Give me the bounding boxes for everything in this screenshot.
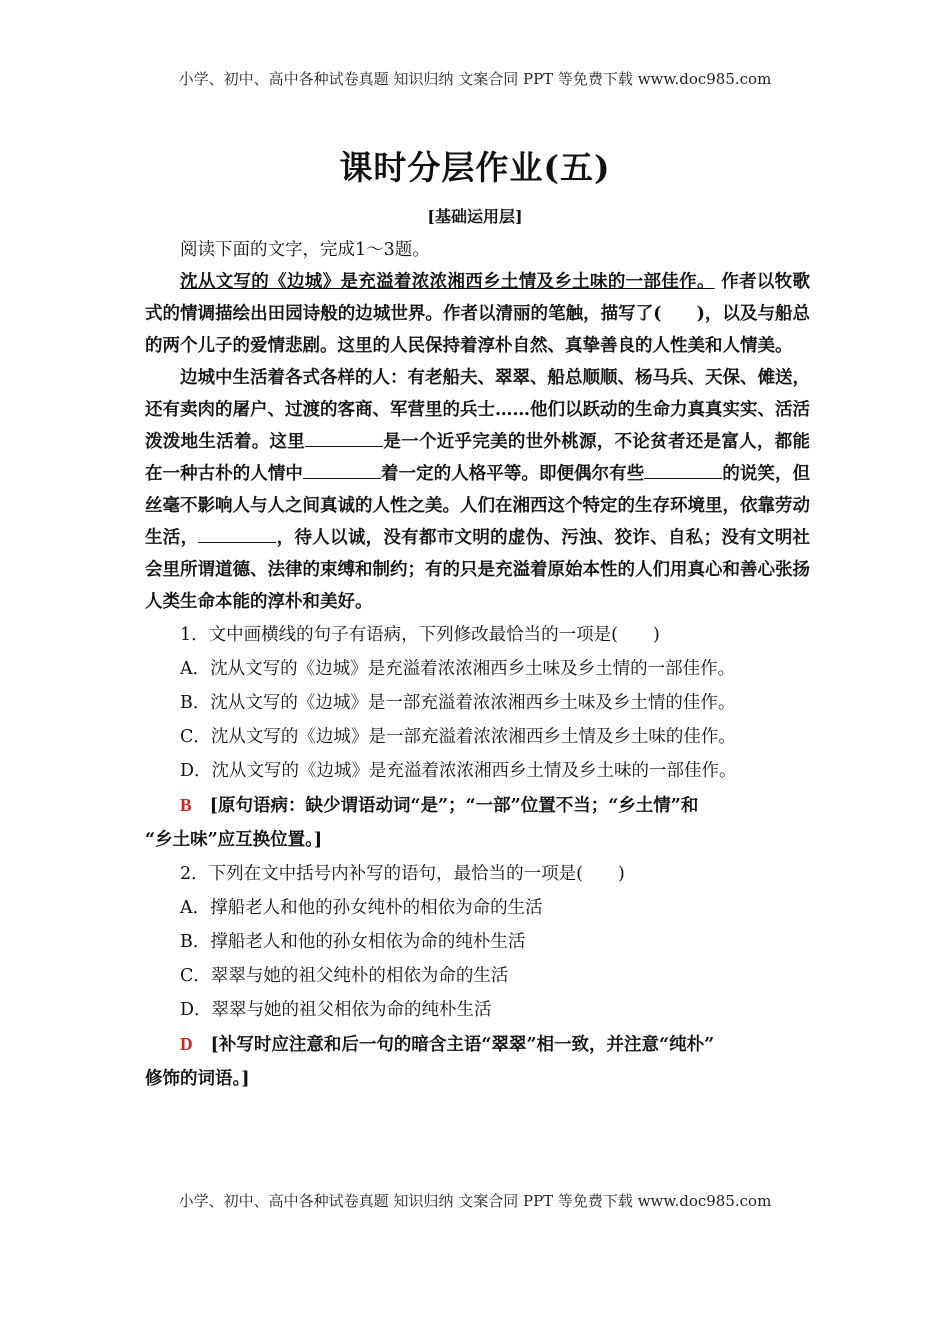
passage-text: 着一定的人格平等。即便偶尔有些 bbox=[380, 464, 645, 484]
passage-paragraph-2 bbox=[145, 362, 810, 618]
passage-text: 作者以牧歌式的情调描绘出田园诗般的边城世界。作者以清丽的笔触，描写了( )，以及与船总的两个儿子的爱情悲剧。这里的人民保持着淳朴自然、真挚善良的人性美和人情美。 bbox=[145, 272, 811, 356]
section-label: [基础运用层] bbox=[427, 207, 523, 226]
passage-text: 边城中生活着各式各样的人：有老船夫、翠翠、船总顺顺、杨马兵、天保、傩送，还有卖肉的屠户、过渡的客商、军营里的兵士……他们以跃动的生命力真真实实、活活泼泼地生活着。这里 bbox=[145, 368, 810, 452]
answer-explanation: [原句语病：缺少谓语动词“是”；“一部”位置不当；“乡土情”和 bbox=[209, 796, 699, 816]
document-body bbox=[145, 234, 810, 1096]
question-1-stem: 1．文中画横线的句子有语病，下列修改最恰当的一项是( ) bbox=[180, 625, 660, 645]
question-1-option-d: D．沈从文写的《边城》是充溢着浓浓湘西乡土情及乡土味的一部佳作。 bbox=[180, 761, 737, 781]
answer-explanation: [补写时应注意和后一句的暗含主语“翠翠”相一致，并注意“纯朴” bbox=[210, 1035, 715, 1055]
passage-text: 的说笑，但丝毫不影响人与人之间真诚的人性之美。人们在湘西这个特定的生存环境里，依靠劳动生活， bbox=[145, 464, 811, 548]
question-2-stem: 2．下列在文中括号内补写的语句，最恰当的一项是( ) bbox=[180, 864, 625, 884]
passage-paragraph-1 bbox=[145, 266, 810, 362]
underlined-sentence: 沈从文写的《边城》是充溢着浓浓湘西乡土情及乡土味的一部佳作。 bbox=[180, 272, 715, 292]
question-1-answer bbox=[145, 788, 810, 823]
answer-letter: B bbox=[180, 795, 192, 815]
question-2-option-c: C．翠翠与她的祖父纯朴的相依为命的生活 bbox=[180, 966, 509, 986]
question-1-option-c: C．沈从文写的《边城》是一部充溢着浓浓湘西乡土情及乡土味的佳作。 bbox=[180, 727, 736, 747]
fill-blank bbox=[305, 426, 383, 447]
passage-text: 是一个近乎完美的世外桃源，不论贫者还是富人，都能在一种古朴的人情中 bbox=[145, 432, 811, 484]
question-2-answer bbox=[145, 1027, 810, 1062]
page-header: 小学、初中、高中各种试卷真题 知识归纳 文案合同 PPT 等免费下载 www.doc985.com bbox=[178, 70, 772, 88]
fill-blank bbox=[303, 458, 381, 479]
question-1-option-b: B．沈从文写的《边城》是一部充溢着浓浓湘西乡土味及乡土情的佳作。 bbox=[180, 693, 736, 713]
answer-explanation-continued: 修饰的词语。] bbox=[145, 1069, 250, 1089]
answer-explanation-continued: “乡土味”应互换位置。] bbox=[145, 830, 323, 850]
fill-blank bbox=[198, 522, 276, 543]
fill-blank bbox=[644, 458, 722, 479]
question-2-option-d: D．翠翠与她的祖父相依为命的纯朴生活 bbox=[180, 1000, 492, 1020]
page-title: 课时分层作业(五) bbox=[339, 148, 611, 187]
page-footer: 小学、初中、高中各种试卷真题 知识归纳 文案合同 PPT 等免费下载 www.doc985.com bbox=[178, 1192, 772, 1210]
question-1-option-a: A．沈从文写的《边城》是充溢着浓浓湘西乡土味及乡土情的一部佳作。 bbox=[180, 659, 736, 679]
question-2-option-b: B．撑船老人和他的孙女相依为命的纯朴生活 bbox=[180, 932, 526, 952]
reading-instruction: 阅读下面的文字，完成1～3题。 bbox=[180, 240, 430, 260]
answer-letter: D bbox=[180, 1034, 193, 1054]
passage-text: ，待人以诚，没有都市文明的虚伪、污浊、狡诈、自私；没有文明社会里所谓道德、法律的束缚和制约；有的只是充溢着原始本性的人们用真心和善心张扬人类生命本能的淳朴和美好。 bbox=[145, 528, 811, 612]
question-2-option-a: A．撑船老人和他的孙女纯朴的相依为命的生活 bbox=[180, 898, 543, 918]
